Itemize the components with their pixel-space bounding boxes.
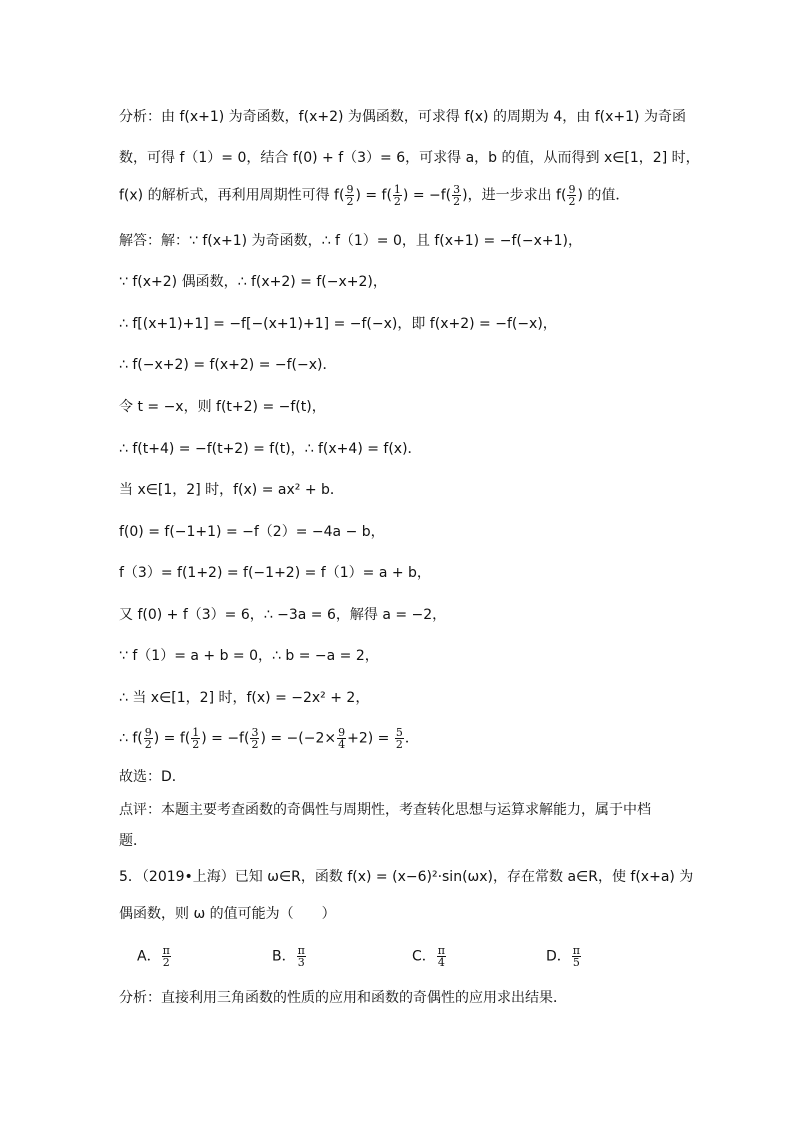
denominator: 2 [568,195,576,208]
denominator: 2 [144,738,152,751]
option-fraction [437,945,446,968]
denominator: 2 [453,195,461,208]
analysis-line-1: 分析：由 f(x+1) 为奇函数，f(x+2) 为偶函数，可求得 f(x) 的周期为 4，由 f(x+1) 为奇函 [119,109,686,125]
comment-line-2: 题． [119,833,147,849]
denominator: 3 [297,956,305,969]
denominator: 4 [338,738,346,751]
option-label: C． [412,948,436,965]
numerator: π [162,944,170,957]
solution-line-8: f(0) = f(−1+1) = −f（2）= −4a − b， [119,524,385,540]
option-d [546,945,582,968]
solution-line-7: 当 x∈[1，2] 时，f(x) = ax² + b． [119,482,344,498]
numerator: 9 [346,183,354,196]
text-segment: ) = −f( [201,730,250,747]
question-5-line-1: 5．（2019•上海）已知 ω∈R，函数 f(x) = (x−6)²·sin(ωx)，存在常数 a∈R，使 f(x+a) 为 [119,869,694,885]
solution-line-6: ∴ f(t+4) = −f(t+2) = f(t)，∴ f(x+4) = f(x)． [119,441,422,457]
text-segment: ) = −f( [402,187,452,204]
solution-line-12: ∴ 当 x∈[1，2] 时，f(x) = −2x² + 2， [119,690,370,706]
solution-line-13 [119,727,419,750]
question-5-analysis: 分析：直接利用三角函数的性质的应用和函数的奇偶性的应用求出结果． [119,990,567,1006]
numerator: π [437,944,446,957]
option-a [137,945,172,968]
text-segment: ∴ f( [119,730,143,747]
numerator: 3 [251,726,259,739]
text-segment: +2) = [347,730,394,747]
numerator: 9 [144,726,152,739]
text-segment: ) = −(−2× [260,730,337,747]
denominator: 4 [437,956,445,969]
option-fraction [572,945,581,968]
solution-line-4: ∴ f(−x+2) = f(x+2) = −f(−x)． [119,357,337,373]
answer-line: 故选：D． [119,769,186,785]
solution-line-11: ∵ f（1）= a + b = 0，∴ b = −a = 2， [119,648,379,664]
numerator: 9 [338,726,346,739]
numerator: π [297,944,305,957]
text-segment: ) = f( [355,187,392,204]
analysis-line-2: 数，可得 f（1）= 0，结合 f(0) + f（3）= 6，可求得 a，b 的值，从而得到 x∈[1，2] 时， [119,150,700,166]
text-segment: ． [404,730,419,747]
option-fraction [162,945,171,968]
option-label: D． [546,948,571,965]
fraction-nine-halves [345,184,354,207]
fraction-one-half [191,727,200,750]
denominator: 2 [251,738,259,751]
numerator: 9 [568,183,576,196]
comment-line-1: 点评：本题主要考查函数的奇偶性与周期性，考查转化思想与运算求解能力，属于中档 [119,802,651,818]
text-segment: ) 的值． [577,187,630,204]
numerator: 5 [395,726,403,739]
option-b [272,945,307,968]
option-label: A． [137,948,161,965]
fraction-one-half [393,184,402,207]
fraction-nine-halves [144,727,153,750]
fraction-three-halves [452,184,461,207]
solution-line-9: f（3）= f(1+2) = f(−1+2) = f（1）= a + b， [119,565,431,581]
analysis-line-3 [119,184,629,207]
numerator: π [572,944,581,957]
text-segment: )，进一步求出 f( [462,187,567,204]
denominator: 2 [346,195,354,208]
solution-line-10: 又 f(0) + f（3）= 6，∴ −3a = 6，解得 a = −2， [119,607,447,623]
fraction-three-halves [250,727,259,750]
solution-line-2: ∵ f(x+2) 偶函数，∴ f(x+2) = f(−x+2)， [119,274,387,290]
text-segment: ) = f( [153,730,191,747]
solution-line-1: 解答：解：∵ f(x+1) 为奇函数，∴ f（1）= 0，且 f(x+1) = −f(−x+1)， [119,233,582,249]
option-label: B． [272,948,296,965]
denominator: 5 [572,956,580,969]
numerator: 1 [393,183,401,196]
numerator: 3 [453,183,461,196]
option-c [412,945,447,968]
fraction-nine-quarters [337,727,346,750]
text-segment: f(x) 的解析式，再利用周期性可得 f( [119,187,345,204]
fraction-nine-halves [567,184,576,207]
solution-line-5: 令 t = −x，则 f(t+2) = −f(t)， [119,399,326,415]
numerator: 1 [192,726,200,739]
denominator: 2 [393,195,401,208]
option-fraction [297,945,306,968]
question-5-line-2: 偶函数，则 ω 的值可能为（ ） [119,906,336,922]
solution-line-3: ∴ f[(x+1)+1] = −f[−(x+1)+1] = −f(−x)，即 f(x+2) = −f(−x)， [119,316,557,332]
denominator: 2 [162,956,170,969]
denominator: 2 [192,738,200,751]
denominator: 2 [395,738,403,751]
fraction-five-halves [395,727,404,750]
